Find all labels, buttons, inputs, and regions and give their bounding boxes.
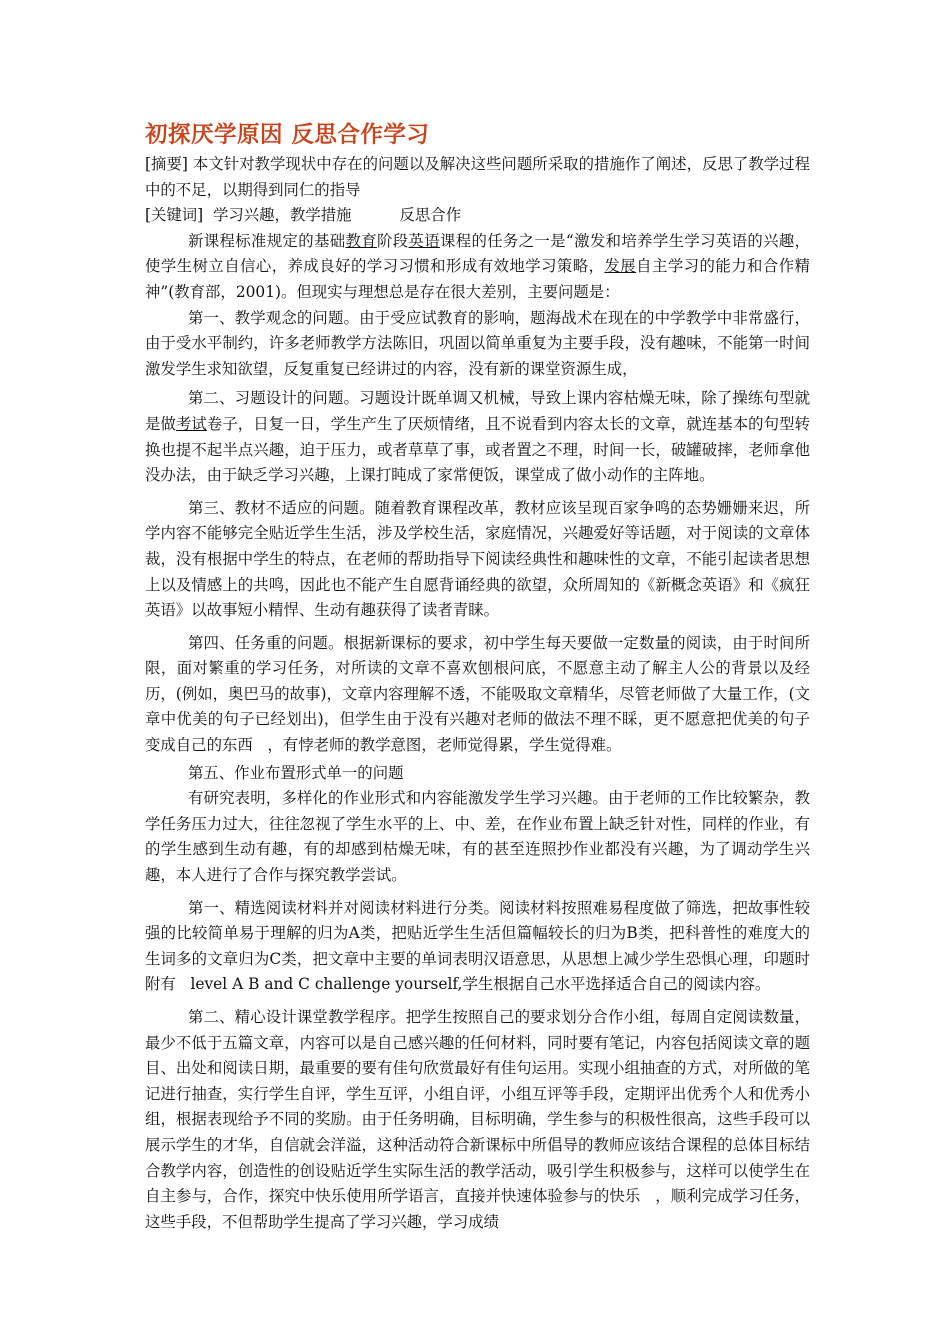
paragraph-problem-4: 第四、任务重的问题。根据新课标的要求，初中学生每天要做一定数量的阅读，由于时间所限，面对繁重的学习任务，对所读的文章不喜欢刨根问底，不愿意主动了解主人公的背景以及经历，(例如，奥巴马的故事)，文章内容理解不透，不能吸取文章精华，尽管老师做了大量工作，(文章中优美的句子已经划出)，但学生由于没有兴趣对老师的做法不理不睬，更不愿意把优美的句子变成自己的东西 ，有悖老师的教学意图，老师觉得累，学生觉得难。 [145,633,810,755]
p2-text-a: 第二、习题设计的问题。习题设计既单调又机械，导致上课内容枯燥无味，除了操练句型就是做 [145,389,810,433]
keywords-label: [关键词] [145,206,204,225]
link-education[interactable]: 教育 [345,231,377,250]
document-title: 初探厌学原因 反思合作学习 [145,122,430,148]
link-exam[interactable]: 考试 [175,414,207,433]
link-english[interactable]: 英语 [408,231,440,250]
paragraph-research: 有研究表明，多样化的作业形式和内容能激发学生学习兴趣。由于老师的工作比较繁杂，教学任务压力过大，往往忽视了学生水平的上、中、差，在作业布置上缺乏针对性，同样的作业，有的学生感到生动有趣，有的却感到枯燥无味，有的甚至连照抄作业都没有兴趣，为了调动学生兴趣，本人进行了合作与探究教学尝试。 [145,789,810,885]
p2-text-b: 卷子，日复一日，学生产生了厌烦情绪，且不说看到内容太长的文章，就连基本的句型转换也提不起半点兴趣，迫于压力，或者草草了事，或者置之不理，时间一长，破罐破摔，老师拿他没办法，由于缺乏学习兴趣，上课打盹成了家常便饭，课堂成了做小动作的主阵地。 [145,414,810,485]
intro-paragraph [145,229,810,306]
paragraph-problem-5: 第五、作业布置形式单一的问题 [188,763,404,782]
keywords-part1: 学习兴趣，教学措施 [212,206,352,225]
paragraph-problem-3: 第三、教材不适应的问题。随着教育课程改革，教材应该呈现百家争鸣的态势姗姗来迟，所学内容不能够完全贴近学生生活，涉及学校生活，家庭情况，兴趣爱好等话题，对于阅读的文章体裁，没有根据中学生的特点，在老师的帮助指导下阅读经典性和趣味性的文章，不能引起读者思想上以及情感上的共鸣，因此也不能产生自愿背诵经典的欲望，众所周知的《新概念英语》和《疯狂英语》以故事短小精悍、生动有趣获得了读者青睐。 [145,498,810,620]
paragraph-problem-1: 第一、教学观念的问题。由于受应试教育的影响，题海战术在现在的中学教学中非常盛行，由于受水平制约，许多老师教学方法陈旧，巩固以简单重复为主要手段，没有趣味，不能第一时间激发学生求知欲望，反复重复已经讲过的内容，没有新的课堂资源生成， [145,308,810,378]
document-page [145,118,810,1235]
abstract: [摘要] 本文针对教学现状中存在的问题以及解决这些问题所采取的措施作了阐述，反思了教学过程中的不足，以期得到同仁的指导 [145,155,810,199]
intro-text-d: 自主学习的能力和合作精神”(教育部，2001)。但现实与理想总是存在很大差别，主要问题是： [145,257,810,301]
intro-text-c: 课程的任务之一是“激发和培养学生学习英语的兴趣，使学生树立自信心，养成良好的学习习惯和形成有效地学习策略， [145,231,810,276]
paragraph-measure-1: 第一、精选阅读材料并对阅读材料进行分类。阅读材料按照难易程度做了筛选，把故事性较强的比较简单易于理解的归为A类，把贴近学生生活但篇幅较长的归为B类，把科普性的难度大的生词多的文章归为C类，把文章中主要的单词表明汉语意思，从思想上减少学生恐惧心理，印题时附有 level A B and C challenge yourself,学生根据自己水平选择适合自己的阅读内容。 [145,898,810,994]
intro-text-b: 阶段 [376,231,409,250]
keywords [145,203,810,229]
link-development[interactable]: 发展 [604,257,637,276]
intro-text-a: 新课程标准规定的基础 [188,231,346,250]
paragraph-measure-2: 第二、精心设计课堂教学程序。把学生按照自己的要求划分合作小组，每周自定阅读数量，最少不低于五篇文章，内容可以是自己感兴趣的任何材料，同时要有笔记，内容包括阅读文章的题目、出处和阅读日期，最重要的要有佳句欣赏最好有佳句运用。实现小组抽查的方式，对所做的笔记进行抽查，实行学生自评，学生互评，小组自评，小组互评等手段，定期评出优秀个人和优秀小组，根据表现给予不同的奖励。由于任务明确，目标明确，学生参与的积极性很高，这些手段可以展示学生的才华，自信就会洋溢，这种活动符合新课标中所倡导的教师应该结合课程的总体目标结合教学内容，创造性的创设贴近学生实际生活的教学活动，吸引学生积极参与，这样可以使学生在自主参与，合作，探究中快乐使用所学语言，直接并快速体验参与的快乐 ，顺利完成学习任务，这些手段，不但帮助学生提高了学习兴趣，学习成绩 [145,1008,810,1231]
paragraph-problem-2 [145,386,810,488]
keywords-part2: 反思合作 [399,206,462,225]
